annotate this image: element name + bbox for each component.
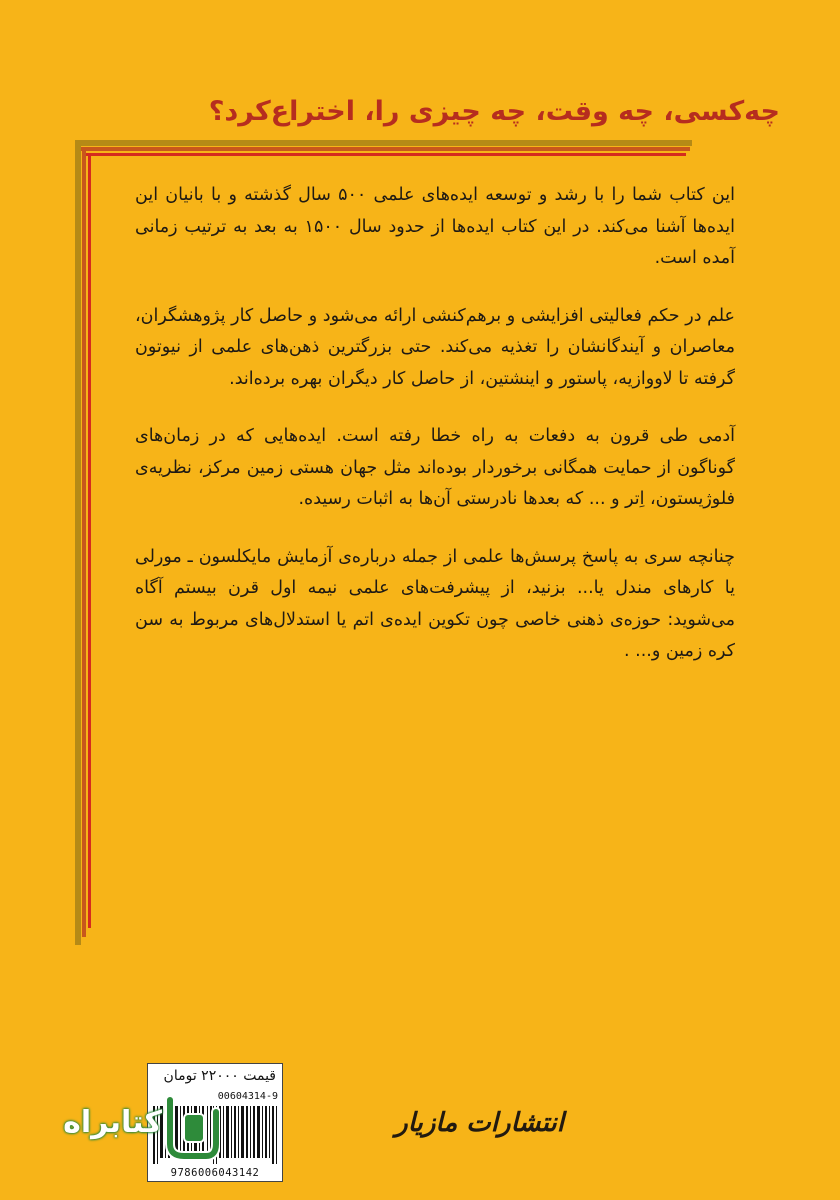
blurb-paragraph-2: علم در حکم فعالیتی افزایشی و برهم‌کنشی ارائه می‌شود و حاصل کار پژوهشگران، معاصران و آیندگانشان را تغذیه می‌کند. حتی بزرگترین ذهن‌های علمی از نیوتون گرفته تا لاووازیه، پاستور و اینشتین، از حاصل کار دیگران بهره برده‌اند. bbox=[135, 305, 735, 389]
ketabrah-logo-icon bbox=[162, 1092, 220, 1162]
frame-line-top-middle bbox=[80, 147, 690, 151]
isbn-text: 00604314-9 bbox=[217, 1091, 278, 1102]
frame-line-left-outer bbox=[75, 140, 81, 945]
blurb-paragraph-4: چنانچه سری به پاسخ پرسش‌ها علمی از جمله درباره‌ی آزمایش مایکلسون ـ مورلی یا کارهای مندل یا... بزنید، از پیشرفت‌های علمی نیمه اول قرن بیستم آگاه می‌شوید: حوزه‌ی ذهنی خاصی چون تکوین ایده‌ی اتم یا استدلال‌های مربوط به سن کره زمین و... . bbox=[135, 546, 735, 661]
cover-title: چه‌کسی، چه وقت، چه چیزی را، اختراع‌کرد؟ bbox=[208, 96, 780, 127]
blurb-paragraph-3: آدمی طی قرون به دفعات به راه خطا رفته است. ایده‌هایی که در زمان‌های گوناگون از حمایت همگانی برخوردار بوده‌اند مثل جهان هستی زمین مرکز، نظریه‌ی فلوژیستون، اِتر و ... که بعدها نادرستی آن‌ها به اثبات رسیده. bbox=[135, 426, 735, 509]
barcode-number: 9786006043142 bbox=[170, 1167, 260, 1179]
frame-line-left-middle bbox=[82, 147, 86, 937]
blurb-paragraph-1: این کتاب شما را با رشد و توسعه ایده‌های علمی ۵۰۰ سال گذشته و با بانیان این ایده‌ها آشنا می‌کند. در این کتاب ایده‌ها از حدود سال ۱۵۰۰ به بعد به ترتیب زمانی آمده است. bbox=[135, 185, 736, 268]
frame-line-top-outer bbox=[75, 140, 692, 146]
frame-line-top-inner bbox=[86, 153, 686, 156]
blurb-text bbox=[135, 180, 735, 694]
price-text: قیمت ۲۲۰۰۰ تومان bbox=[163, 1068, 276, 1084]
frame-line-left-inner bbox=[88, 153, 91, 928]
publisher-logo-text: انتشارات مازیار bbox=[395, 1108, 564, 1138]
ketabrah-wordmark: کتابراه bbox=[63, 1105, 162, 1140]
